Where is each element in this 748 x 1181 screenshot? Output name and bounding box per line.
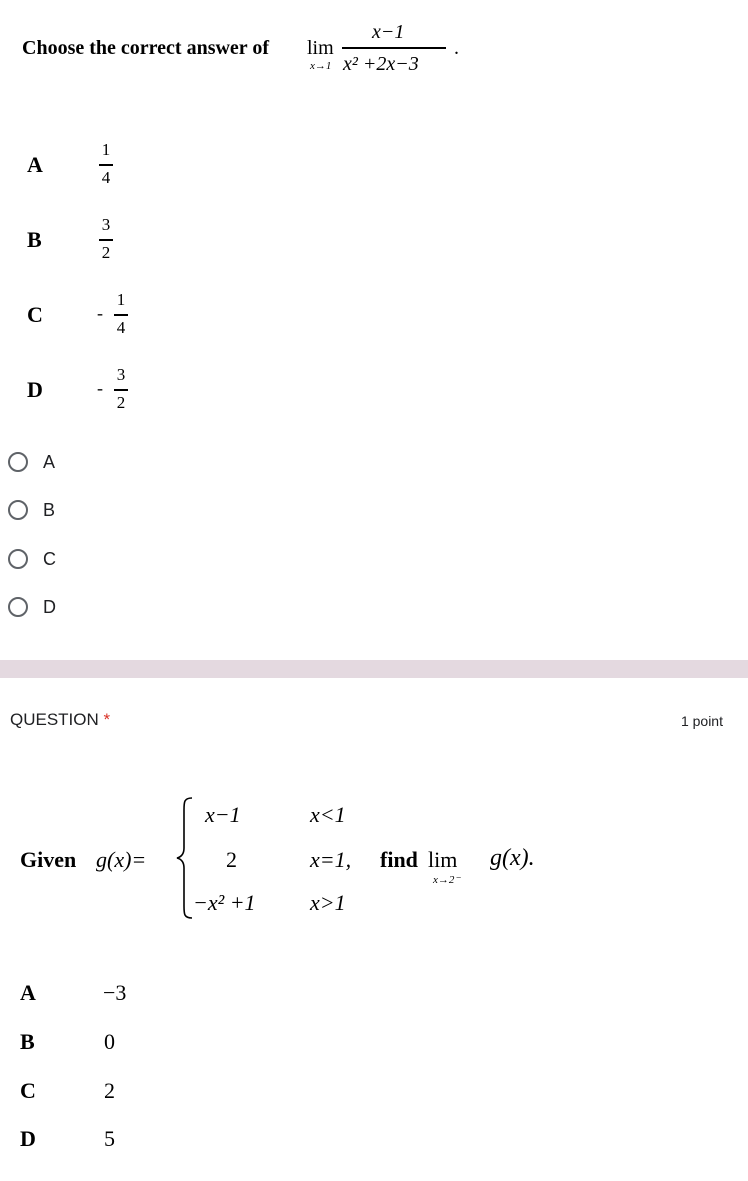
fraction-numerator: 1: [116, 290, 126, 309]
option-value: 0: [104, 1029, 115, 1054]
radio-label: A: [43, 451, 56, 472]
limit-target: g(x).: [490, 845, 535, 871]
limit-subscript: x→2⁻: [433, 874, 461, 886]
option-letter: A: [20, 980, 36, 1005]
radio-option-b[interactable]: [8, 495, 55, 525]
radio-button[interactable]: [8, 452, 28, 472]
radio-option-d[interactable]: [8, 592, 56, 622]
limit-subscript: x→1: [310, 60, 332, 72]
radio-button[interactable]: [8, 549, 28, 569]
piece-cond-2: x=1,: [310, 847, 352, 872]
left-brace-icon: [176, 796, 194, 920]
option-value: 2: [104, 1078, 115, 1103]
limit-fraction: [340, 20, 450, 90]
question2-stem: [0, 790, 600, 930]
required-mark: *: [103, 710, 111, 729]
fraction-numerator: 3: [101, 215, 111, 234]
option-letter: B: [27, 227, 42, 252]
piece-expr-1: x−1: [205, 802, 241, 827]
fraction-bar: [114, 314, 128, 316]
option-letter: B: [20, 1029, 35, 1054]
option-letter: C: [20, 1078, 36, 1103]
limit-word: lim: [428, 847, 458, 872]
piece-cond-1: x<1: [310, 802, 346, 827]
radio-button[interactable]: [8, 597, 28, 617]
points-label: 1 point: [680, 713, 723, 729]
fraction-denominator: 2: [116, 393, 126, 412]
option-value: 5: [104, 1126, 115, 1151]
fraction-denominator: 2: [101, 243, 111, 262]
minus-sign: -: [97, 303, 103, 323]
fraction-bar: [99, 239, 113, 241]
option-letter: D: [20, 1126, 36, 1151]
radio-label: B: [43, 499, 56, 520]
minus-sign: -: [97, 378, 103, 398]
radio-label: D: [43, 596, 56, 617]
fraction-numerator: 3: [116, 365, 126, 384]
limit-word: lim: [307, 37, 334, 59]
option-value: −3: [103, 980, 127, 1005]
option-letter: D: [27, 377, 43, 402]
question2-header: [10, 710, 110, 730]
question1-prompt: Choose the correct answer of: [22, 37, 269, 59]
fraction-numerator: x−1: [372, 21, 405, 43]
question1-stem: [22, 20, 482, 90]
piece-cond-3: x>1: [310, 890, 346, 915]
radio-option-a[interactable]: [8, 447, 55, 477]
radio-label: C: [43, 548, 56, 569]
given-word: Given: [20, 847, 77, 872]
function-lhs: g(x)=: [96, 847, 147, 872]
fraction-denominator: x² +2x−3: [343, 53, 419, 75]
radio-option-c[interactable]: [8, 544, 56, 574]
fraction-numerator: 1: [101, 140, 111, 159]
fraction-bar: [342, 47, 446, 49]
section-divider: [0, 660, 748, 678]
fraction-denominator: 4: [101, 168, 111, 187]
question-label: QUESTION: [10, 710, 99, 729]
fraction-bar: [114, 389, 128, 391]
option-letter: C: [27, 302, 43, 327]
fraction-bar: [99, 164, 113, 166]
fraction-denominator: 4: [116, 318, 126, 337]
radio-button[interactable]: [8, 500, 28, 520]
find-word: find: [380, 847, 418, 872]
piece-expr-2: 2: [226, 847, 237, 872]
piece-expr-3: −x² +1: [193, 890, 256, 915]
option-letter: A: [27, 152, 43, 177]
trailing-period: .: [454, 37, 459, 59]
